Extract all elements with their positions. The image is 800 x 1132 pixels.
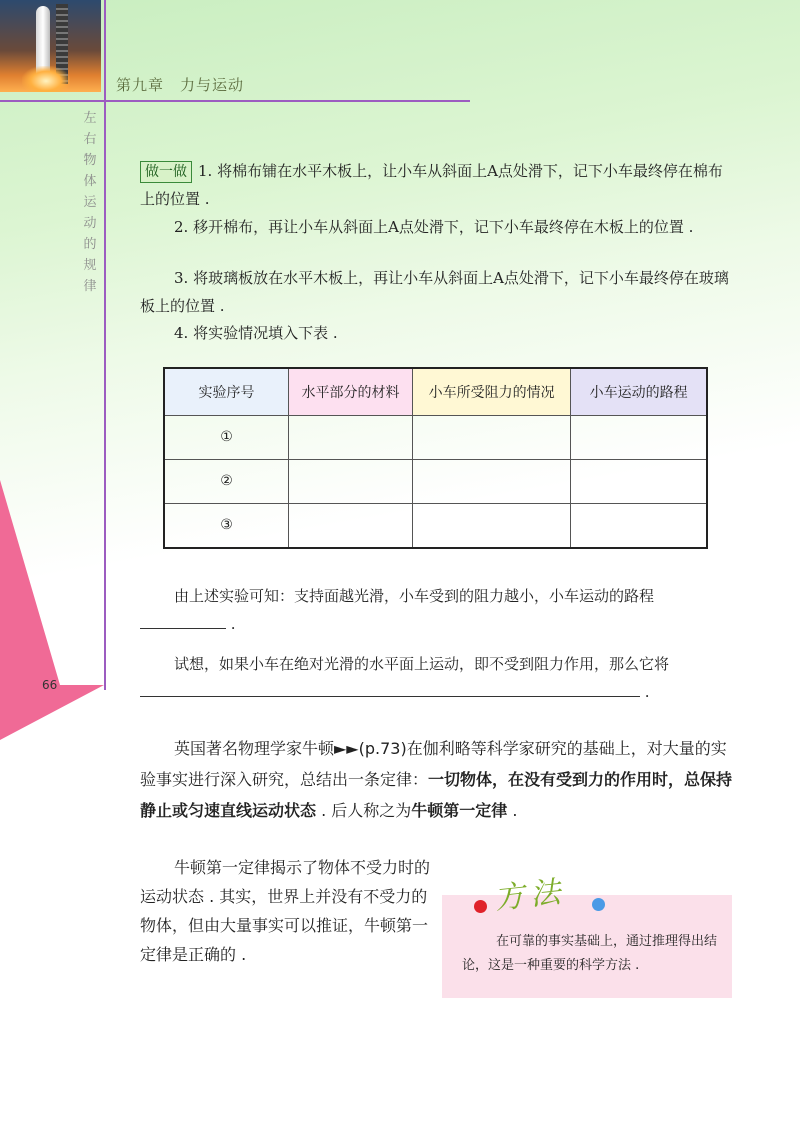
table-row [164, 503, 707, 548]
table-row [164, 459, 707, 503]
activity-step-2: 2. 移开棉布，再让小车从斜面上A点处滑下，记下小车最终停在木板上的位置 . [174, 218, 694, 236]
activity-label: 做一做 [140, 161, 192, 183]
table-cell[interactable] [571, 416, 707, 460]
newton-law-statement: 一切物体，在没有受到力的作用时，总保持静止或匀速直线运动状态 [140, 770, 733, 820]
table-header-row [164, 368, 707, 416]
step-1-text: 1. 将棉布铺在水平木板上，让小车从斜面上A点处滑下，记下小车最终停在棉布上的位置 . [140, 162, 723, 208]
header-resistance: 小车所受阻力的情况 [412, 368, 570, 416]
row-number: ② [164, 459, 288, 503]
experiment-table [163, 367, 708, 549]
activity-step-3: 3. 将玻璃板放在水平木板上，再让小车从斜面上A点处滑下，记下小车最终停在玻璃板上的位置 . [140, 269, 729, 315]
activity-step-4: 4. 将实验情况填入下表 . [174, 324, 338, 342]
margin-rule [104, 0, 106, 690]
row-number: ① [164, 416, 288, 460]
newton-connector: . 后人称之为 [316, 801, 412, 820]
header-surface-material: 水平部分的材料 [288, 368, 412, 416]
question-1-text: 由上述实验可知：支持面越光滑，小车受到的阻力越小，小车运动的路程 [174, 587, 655, 605]
chapter-title: 第九章 力与运动 [116, 76, 245, 94]
header-trial-number: 实验序号 [164, 368, 288, 416]
method-heading: 方法 [492, 874, 568, 917]
question-2-text: 试想，如果小车在绝对光滑的水平面上运动，即不受到阻力作用，那么它将 [174, 655, 670, 673]
newton-law-name: 牛顿第一定律 [411, 801, 508, 820]
summary-paragraph: 牛顿第一定律揭示了物体不受力时的运动状态 . 其实，世界上并没有不受力的物体，但由大量事实可以推证，牛顿第一定律是正确的 . [140, 858, 431, 964]
table-cell[interactable] [412, 503, 570, 548]
activity-step-1 [140, 157, 736, 213]
table-cell[interactable] [571, 459, 707, 503]
newton-end: . [507, 801, 518, 820]
table-cell[interactable] [288, 503, 412, 548]
table-cell[interactable] [412, 416, 570, 460]
flame-icon [22, 66, 70, 92]
page-number: 66 [42, 678, 58, 692]
answer-blank-2[interactable] [140, 678, 640, 697]
question-2-end: . [640, 683, 650, 701]
conclusion-question-2 [140, 650, 736, 706]
side-section-title: 左右物体运动的规律 [83, 111, 97, 294]
blue-dot-icon [592, 898, 605, 911]
decorative-pink-wedge [0, 480, 104, 740]
table-cell[interactable] [288, 459, 412, 503]
table-cell[interactable] [412, 459, 570, 503]
header-rule [0, 100, 470, 102]
question-1-end: . [226, 615, 236, 633]
answer-blank-1[interactable] [140, 610, 226, 629]
header-distance: 小车运动的路程 [571, 368, 707, 416]
method-tip-text: 在可靠的事实基础上，通过推理得出结论，这是一种重要的科学方法 . [462, 934, 718, 973]
table-cell[interactable] [288, 416, 412, 460]
red-dot-icon [474, 900, 487, 913]
newton-intro: 英国著名物理学家牛顿►►(p.73)在伽利略等科学家研究的基础上，对大量的实验事实进行深入研究，总结出一条定律： [140, 739, 727, 789]
table-row [164, 416, 707, 460]
conclusion-question-1 [140, 582, 736, 638]
table-cell[interactable] [571, 503, 707, 548]
rocket-launch-photo [0, 0, 101, 92]
row-number: ③ [164, 503, 288, 548]
newton-law-paragraph [140, 733, 736, 826]
